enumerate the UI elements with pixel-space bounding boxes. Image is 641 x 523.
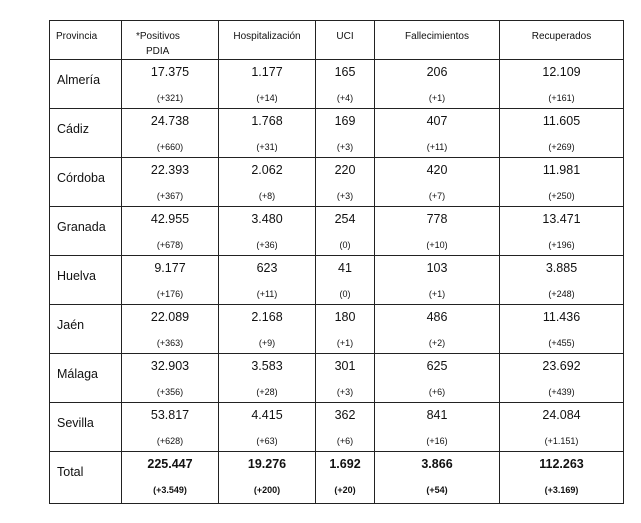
recuperados-delta: (+250) [548, 191, 575, 201]
cell-positivos [122, 256, 219, 305]
hospitalizacion-delta: (+28) [256, 387, 278, 397]
positivos-delta: (+3.549) [153, 485, 187, 495]
header-provincia: Provincia [50, 21, 122, 60]
provincia-name: Total [57, 465, 84, 479]
cell-fallecimientos [375, 403, 500, 452]
cell-hospitalizacion [219, 60, 316, 109]
recuperados-value: 112.263 [539, 457, 584, 471]
hospitalizacion-delta: (+31) [256, 142, 278, 152]
cell-fallecimientos [375, 60, 500, 109]
provincia-name: Málaga [57, 367, 98, 381]
positivos-value: 22.089 [150, 310, 190, 324]
hospitalizacion-delta: (+8) [258, 191, 276, 201]
positivos-delta: (+356) [156, 387, 184, 397]
recuperados-value: 3.885 [545, 261, 578, 275]
cell-positivos [122, 305, 219, 354]
recuperados-value: 24.084 [542, 408, 581, 422]
cell-uci [316, 207, 375, 256]
cell-fallecimientos [375, 452, 500, 504]
uci-delta: (+1) [336, 338, 354, 348]
hospitalizacion-delta: (+11) [256, 289, 278, 299]
cell-fallecimientos [375, 207, 500, 256]
fallecimientos-delta: (+1) [428, 289, 446, 299]
cell-hospitalizacion [219, 305, 316, 354]
hospitalizacion-value: 19.276 [247, 457, 287, 471]
header-fallecimientos: Fallecimientos [375, 21, 500, 60]
uci-delta: (+6) [336, 436, 354, 446]
uci-value: 301 [334, 359, 356, 373]
hospitalizacion-delta: (+200) [253, 485, 281, 495]
positivos-value: 53.817 [150, 408, 190, 422]
hospitalizacion-delta: (+63) [256, 436, 278, 446]
provincia-name: Cádiz [57, 122, 89, 136]
fallecimientos-value: 407 [426, 114, 448, 128]
uci-delta: (0) [339, 240, 351, 250]
positivos-delta: (+321) [156, 93, 184, 103]
cell-recuperados [500, 403, 624, 452]
hospitalizacion-value: 3.583 [251, 359, 283, 373]
positivos-delta: (+660) [156, 142, 184, 152]
cell-uci [316, 305, 375, 354]
fallecimientos-value: 3.866 [421, 457, 453, 471]
uci-value: 362 [334, 408, 356, 422]
uci-value: 254 [334, 212, 356, 226]
hospitalizacion-value: 623 [256, 261, 278, 275]
recuperados-value: 11.981 [542, 163, 581, 177]
cell-uci [316, 354, 375, 403]
covid-province-table [49, 20, 624, 504]
cell-uci [316, 109, 375, 158]
positivos-value: 42.955 [150, 212, 190, 226]
hospitalizacion-value: 3.480 [251, 212, 283, 226]
recuperados-delta: (+161) [548, 93, 575, 103]
uci-delta: (0) [339, 289, 351, 299]
header-positivos [122, 21, 219, 60]
cell-provincia [50, 305, 122, 354]
uci-delta: (+3) [336, 191, 354, 201]
hospitalizacion-delta: (+9) [258, 338, 276, 348]
table-row [50, 354, 624, 403]
cell-hospitalizacion [219, 452, 316, 504]
fallecimientos-delta: (+6) [428, 387, 446, 397]
recuperados-delta: (+269) [548, 142, 575, 152]
cell-hospitalizacion [219, 403, 316, 452]
positivos-delta: (+176) [156, 289, 184, 299]
recuperados-delta: (+248) [548, 289, 575, 299]
cell-positivos [122, 354, 219, 403]
hospitalizacion-delta: (+36) [256, 240, 278, 250]
positivos-delta: (+678) [156, 240, 184, 250]
hospitalizacion-delta: (+14) [256, 93, 278, 103]
fallecimientos-delta: (+54) [426, 485, 448, 495]
fallecimientos-value: 778 [426, 212, 448, 226]
fallecimientos-delta: (+2) [428, 338, 446, 348]
header-row [50, 21, 624, 60]
cell-positivos [122, 207, 219, 256]
provincia-name: Sevilla [57, 416, 94, 430]
cell-provincia [50, 207, 122, 256]
cell-fallecimientos [375, 109, 500, 158]
cell-recuperados [500, 109, 624, 158]
cell-provincia [50, 403, 122, 452]
table-row [50, 403, 624, 452]
positivos-value: 9.177 [154, 261, 186, 275]
table-row [50, 109, 624, 158]
fallecimientos-value: 206 [426, 65, 448, 79]
cell-recuperados [500, 158, 624, 207]
hospitalizacion-value: 1.768 [251, 114, 283, 128]
uci-delta: (+3) [336, 142, 354, 152]
fallecimientos-value: 420 [426, 163, 448, 177]
recuperados-value: 13.471 [542, 212, 581, 226]
uci-delta: (+3) [336, 387, 354, 397]
cell-positivos [122, 403, 219, 452]
cell-provincia [50, 354, 122, 403]
hospitalizacion-value: 1.177 [251, 65, 283, 79]
fallecimientos-delta: (+7) [428, 191, 446, 201]
uci-delta: (+20) [334, 485, 356, 495]
fallecimientos-delta: (+11) [426, 142, 448, 152]
cell-hospitalizacion [219, 109, 316, 158]
header-uci: UCI [316, 21, 375, 60]
cell-provincia [50, 109, 122, 158]
cell-hospitalizacion [219, 158, 316, 207]
header-positivos-sub: PDIA [146, 46, 170, 57]
fallecimientos-value: 103 [426, 261, 448, 275]
fallecimientos-value: 486 [426, 310, 448, 324]
uci-value: 169 [334, 114, 356, 128]
cell-uci [316, 158, 375, 207]
fallecimientos-value: 841 [426, 408, 448, 422]
positivos-delta: (+628) [156, 436, 184, 446]
recuperados-delta: (+3.169) [544, 485, 579, 495]
table-row [50, 60, 624, 109]
uci-value: 1.692 [329, 457, 361, 471]
uci-delta: (+4) [336, 93, 354, 103]
fallecimientos-value: 625 [426, 359, 448, 373]
table-row [50, 256, 624, 305]
recuperados-value: 11.605 [542, 114, 581, 128]
cell-uci [316, 403, 375, 452]
cell-recuperados [500, 256, 624, 305]
uci-value: 180 [334, 310, 356, 324]
cell-fallecimientos [375, 256, 500, 305]
cell-recuperados [500, 207, 624, 256]
recuperados-delta: (+439) [548, 387, 575, 397]
positivos-value: 32.903 [150, 359, 190, 373]
cell-provincia [50, 60, 122, 109]
table-row [50, 158, 624, 207]
table-row [50, 207, 624, 256]
cell-recuperados [500, 354, 624, 403]
cell-hospitalizacion [219, 354, 316, 403]
total-row [50, 452, 624, 504]
hospitalizacion-value: 2.062 [251, 163, 283, 177]
cell-fallecimientos [375, 158, 500, 207]
recuperados-value: 11.436 [542, 310, 581, 324]
hospitalizacion-value: 2.168 [251, 310, 283, 324]
positivos-value: 22.393 [150, 163, 190, 177]
recuperados-value: 12.109 [542, 65, 581, 79]
cell-provincia [50, 452, 122, 504]
recuperados-delta: (+1.151) [544, 436, 579, 446]
cell-positivos [122, 158, 219, 207]
recuperados-delta: (+196) [548, 240, 575, 250]
positivos-value: 225.447 [147, 457, 193, 471]
cell-uci [316, 60, 375, 109]
recuperados-delta: (+455) [548, 338, 575, 348]
cell-positivos [122, 109, 219, 158]
header-positivos-label: *Positivos [136, 31, 180, 42]
provincia-name: Jaén [57, 318, 85, 332]
fallecimientos-delta: (+1) [428, 93, 446, 103]
cell-fallecimientos [375, 305, 500, 354]
provincia-name: Huelva [57, 269, 96, 283]
cell-fallecimientos [375, 354, 500, 403]
uci-value: 41 [338, 261, 352, 275]
uci-value: 220 [334, 163, 356, 177]
cell-uci [316, 256, 375, 305]
cell-hospitalizacion [219, 207, 316, 256]
positivos-delta: (+363) [156, 338, 184, 348]
fallecimientos-delta: (+10) [426, 240, 448, 250]
header-recuperados: Recuperados [500, 21, 624, 60]
cell-recuperados [500, 60, 624, 109]
cell-positivos [122, 60, 219, 109]
cell-provincia [50, 158, 122, 207]
positivos-value: 24.738 [150, 114, 190, 128]
cell-recuperados [500, 305, 624, 354]
recuperados-value: 23.692 [542, 359, 581, 373]
hospitalizacion-value: 4.415 [251, 408, 283, 422]
positivos-delta: (+367) [156, 191, 184, 201]
cell-provincia [50, 256, 122, 305]
cell-positivos [122, 452, 219, 504]
table-row [50, 305, 624, 354]
cell-recuperados [500, 452, 624, 504]
provincia-name: Almería [57, 73, 101, 87]
fallecimientos-delta: (+16) [426, 436, 448, 446]
header-hospitalizacion: Hospitalización [219, 21, 316, 60]
uci-value: 165 [334, 65, 356, 79]
provincia-name: Granada [57, 220, 106, 234]
provincia-name: Córdoba [57, 171, 105, 185]
cell-uci [316, 452, 375, 504]
positivos-value: 17.375 [150, 65, 190, 79]
cell-hospitalizacion [219, 256, 316, 305]
